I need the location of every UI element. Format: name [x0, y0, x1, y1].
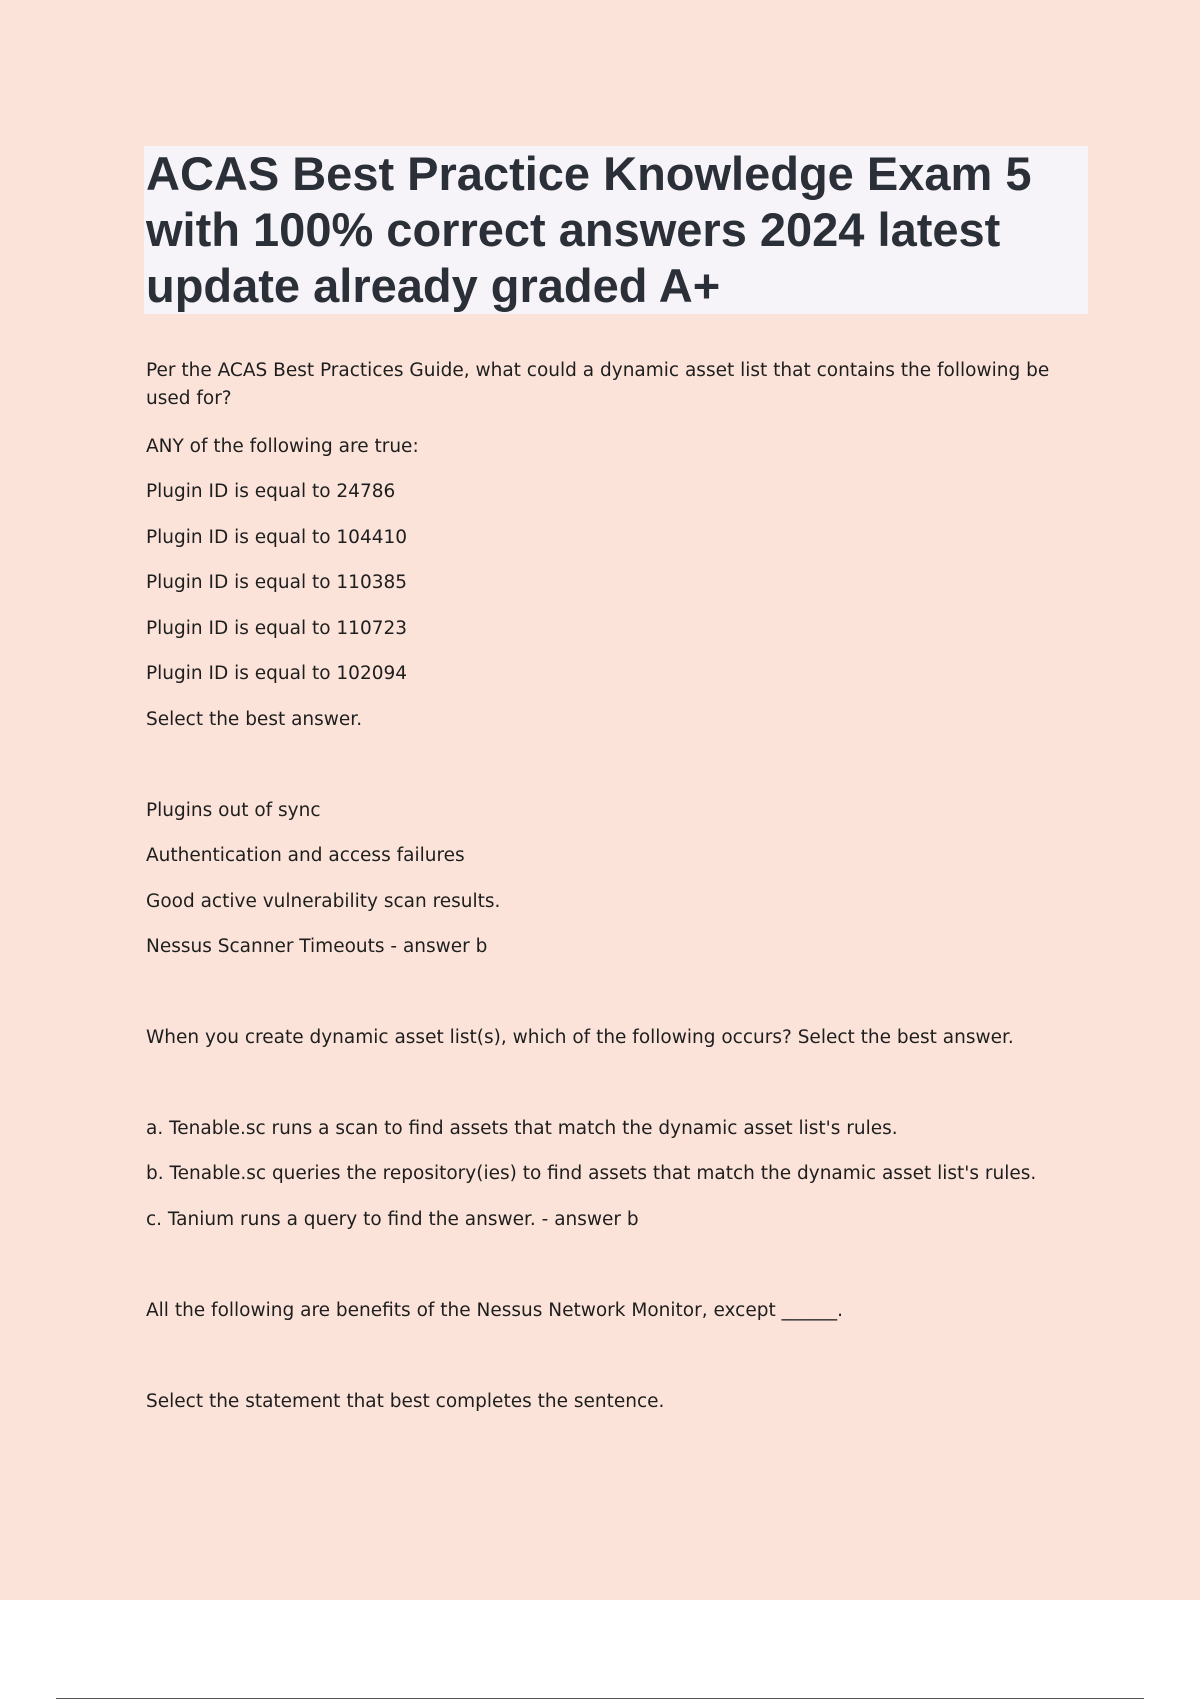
question-1-instruction: Select the best answer.: [146, 709, 363, 730]
answer-option: Good active vulnerability scan results.: [146, 891, 501, 912]
question-1-condition: ANY of the following are true:: [146, 436, 419, 457]
question-1-prompt: Per the ACAS Best Practices Guide, what could a dynamic asset list that contains the following be used for?: [146, 360, 1050, 409]
answer-option: Authentication and access failures: [146, 845, 465, 866]
list-item: Plugin ID is equal to 24786: [146, 481, 396, 502]
list-item: Plugin ID is equal to 110385: [146, 572, 408, 593]
question-3-instruction: Select the statement that best completes the sentence.: [146, 1391, 665, 1412]
footer-divider: [56, 1698, 1144, 1699]
list-item: Plugin ID is equal to 102094: [146, 663, 408, 684]
answer-option: Plugins out of sync: [146, 800, 321, 821]
list-item: Plugin ID is equal to 110723: [146, 618, 408, 639]
question-2-prompt: When you create dynamic asset list(s), which of the following occurs? Select the best answer.: [146, 1027, 1014, 1048]
answer-option: b. Tenable.sc queries the repository(ies) to find assets that match the dynamic asset list's rules.: [146, 1163, 1037, 1184]
answer-option: a. Tenable.sc runs a scan to find assets that match the dynamic asset list's rules.: [146, 1118, 898, 1139]
question-3-prompt: All the following are benefits of the Nessus Network Monitor, except ______.: [146, 1300, 843, 1321]
answer-option: c. Tanium runs a query to find the answer. - answer b: [146, 1209, 639, 1230]
answer-option: Nessus Scanner Timeouts - answer b: [146, 936, 488, 957]
list-item: Plugin ID is equal to 104410: [146, 527, 408, 548]
document-title: ACAS Best Practice Knowledge Exam 5 with 100% correct answers 2024 latest update already graded A+: [146, 147, 1032, 312]
title-highlight: [144, 146, 1088, 314]
